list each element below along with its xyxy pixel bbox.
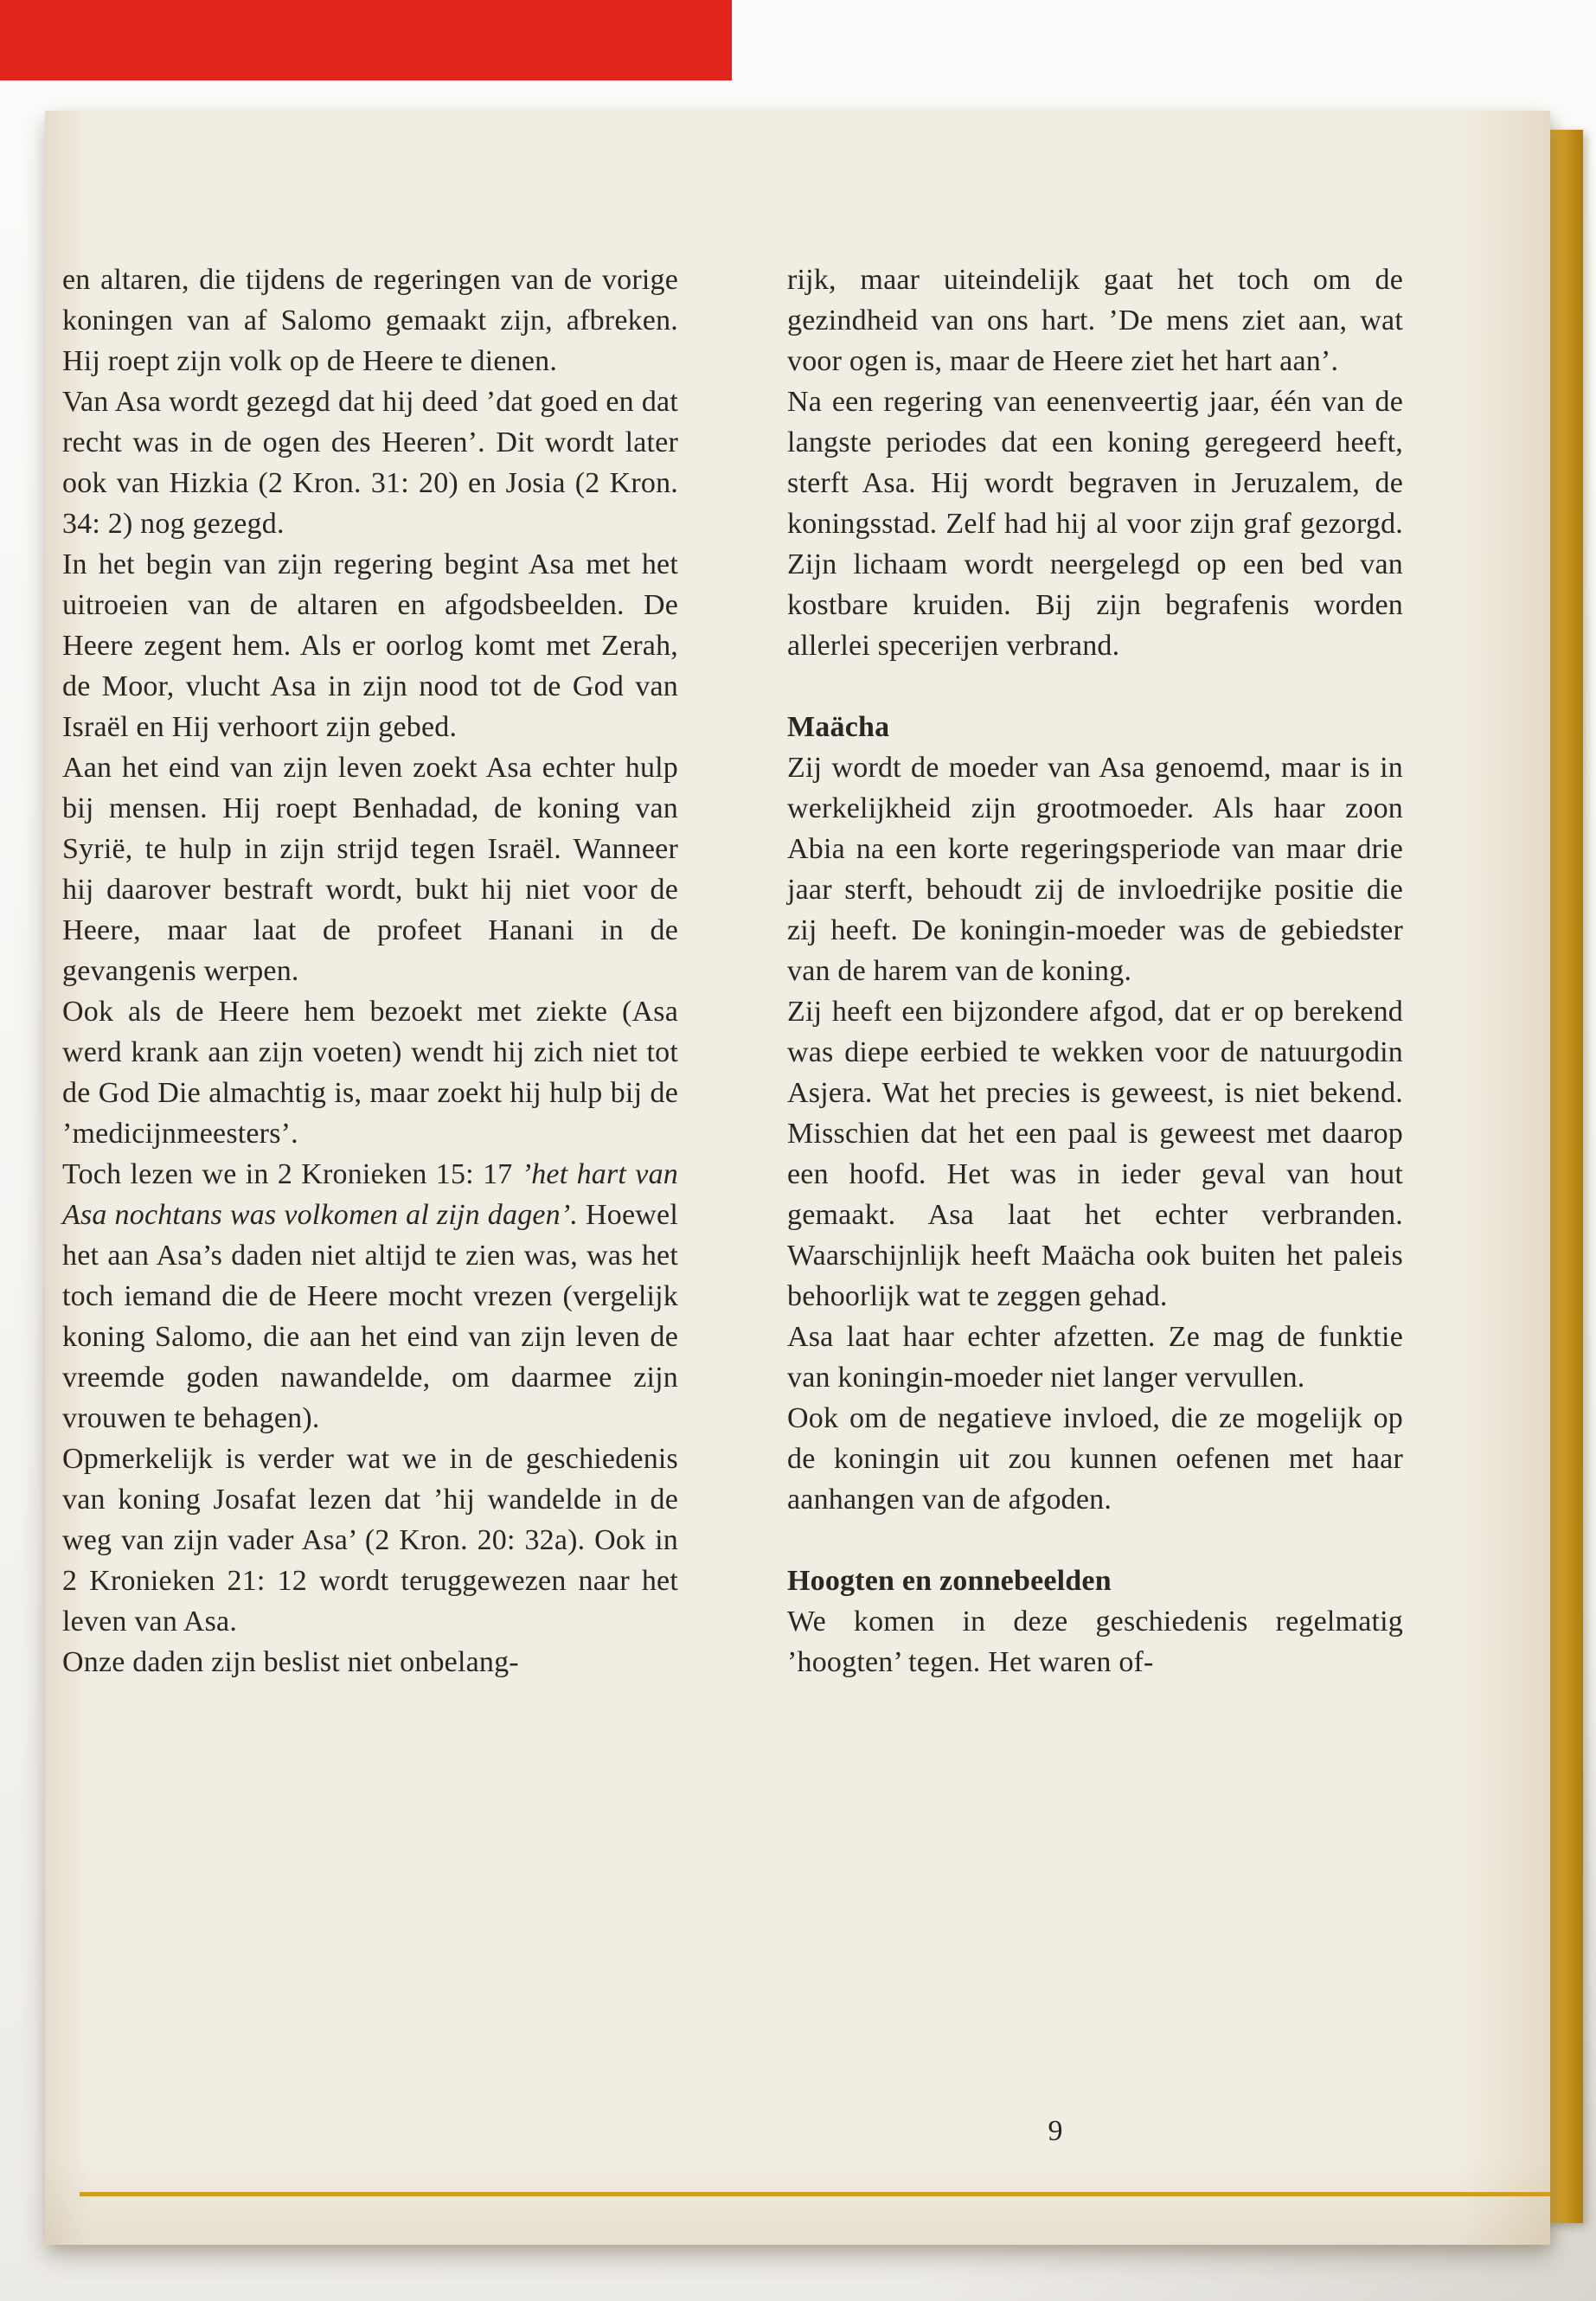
paragraph: We komen in deze geschiedenis regelmatig ’hoogten’ tegen. Het waren of- [787, 1606, 1403, 1678]
left-text-column [62, 260, 678, 1682]
paragraph: Opmerkelijk is verder wat we in de geschiedenis van koning Josafat lezen dat ’hij wandelde in de weg van zijn vader Asa’ (2 Kron. 20: 32a). Ook in 2 Kronieken 21: 12 wordt teruggewezen naar het leven van Asa. [62, 1443, 678, 1638]
paragraph: Ook als de Heere hem bezoekt met ziekte (Asa werd krank aan zijn voeten) wendt hij zich niet tot de God Die almachtig is, maar zoekt hij hulp bij de ’medicijnmeesters’. [62, 996, 678, 1150]
paragraph: Zij wordt de moeder van Asa genoemd, maar is in werkelijkheid zijn grootmoeder. Als haar zoon Abia na een korte regeringsperiode van maar drie jaar sterft, behoudt zij de invloedrijke positie die zij heeft. De koningin-moeder was de gebiedster van de harem van de koning. [787, 752, 1403, 987]
paragraph: rijk, maar uiteindelijk gaat het toch om de gezindheid van ons hart. ’De mens ziet aan, wat voor ogen is, maar de Heere ziet het hart aan’. [787, 264, 1403, 377]
paragraph: Van Asa wordt gezegd dat hij deed ’dat goed en dat recht was in de ogen des Heeren’. Dit wordt later ook van Hizkia (2 Kron. 31: 20) en Josia (2 Kron. 34: 2) nog gezegd. [62, 386, 678, 540]
section-heading-hoogten: Hoogten en zonnebeelden [787, 1565, 1112, 1597]
paragraph: Asa laat haar echter afzetten. Ze mag de funktie van koningin-moeder niet langer vervullen. [787, 1321, 1403, 1394]
scripture-quote-italic: ’het hart van Asa nochtans was volkomen al zijn dagen’. [62, 1158, 678, 1231]
right-text-column [787, 260, 1403, 1682]
paragraph [62, 1154, 678, 1439]
paragraph: Aan het eind van zijn leven zoekt Asa echter hulp bij mensen. Hij roept Benhadad, de koning van Syrië, te hulp in zijn strijd tegen Israël. Wanneer hij daarover bestraft wordt, bukt hij niet voor de Heere, maar laat de profeet Hanani in de gevangenis werpen. [62, 752, 678, 987]
red-accent-bar [0, 0, 732, 80]
paragraph: Onze daden zijn beslist niet onbelang- [62, 1646, 519, 1678]
paragraph: Zij heeft een bijzondere afgod, dat er op berekend was diepe eerbied te wekken voor de natuurgodin Asjera. Wat het precies is geweest, is niet bekend. Misschien dat het een paal is geweest met daarop een hoofd. Het was in ieder geval van hout gemaakt. Asa laat het echter verbranden. Waarschijnlijk heeft Maächa ook buiten het paleis behoorlijk wat te zeggen gehad. [787, 996, 1403, 1312]
paragraph: en altaren, die tijdens de regeringen van de vorige koningen van af Salomo gemaakt zijn, afbreken. Hij roept zijn volk op de Heere te dienen. [62, 264, 678, 377]
section-heading-maacha: Maächa [787, 711, 890, 743]
page-number: 9 [1048, 2115, 1063, 2147]
scanned-magazine-page [45, 111, 1550, 2245]
gold-bottom-rule [80, 2192, 1550, 2196]
paragraph-text: Hoewel het aan Asa’s daden niet altijd te zien was, was het toch iemand die de Heere mocht vrezen (vergelijk koning Salomo, die aan het eind van zijn leven de vreemde goden nawandelde, om daarmee zijn vrouwen te behagen). [62, 1199, 678, 1434]
paragraph: Ook om de negatieve invloed, die ze mogelijk op de koningin uit zou kunnen oefenen met haar aanhangen van de afgoden. [787, 1402, 1403, 1516]
paragraph-text: Toch lezen we in 2 Kronieken 15: 17 [62, 1158, 522, 1190]
paragraph: Na een regering van eenenveertig jaar, één van de langste periodes dat een koning geregeerd heeft, sterft Asa. Hij wordt begraven in Jeruzalem, de koningsstad. Zelf had hij al voor zijn graf gezorgd. Zijn lichaam wordt neergelegd op een bed van kostbare kruiden. Bij zijn begrafenis worden allerlei specerijen verbrand. [787, 386, 1403, 662]
paragraph: In het begin van zijn regering begint Asa met het uitroeien van de altaren en afgodsbeelden. De Heere zegent hem. Als er oorlog komt met Zerah, de Moor, vlucht Asa in zijn nood tot de God van Israël en Hij verhoort zijn gebed. [62, 548, 678, 743]
